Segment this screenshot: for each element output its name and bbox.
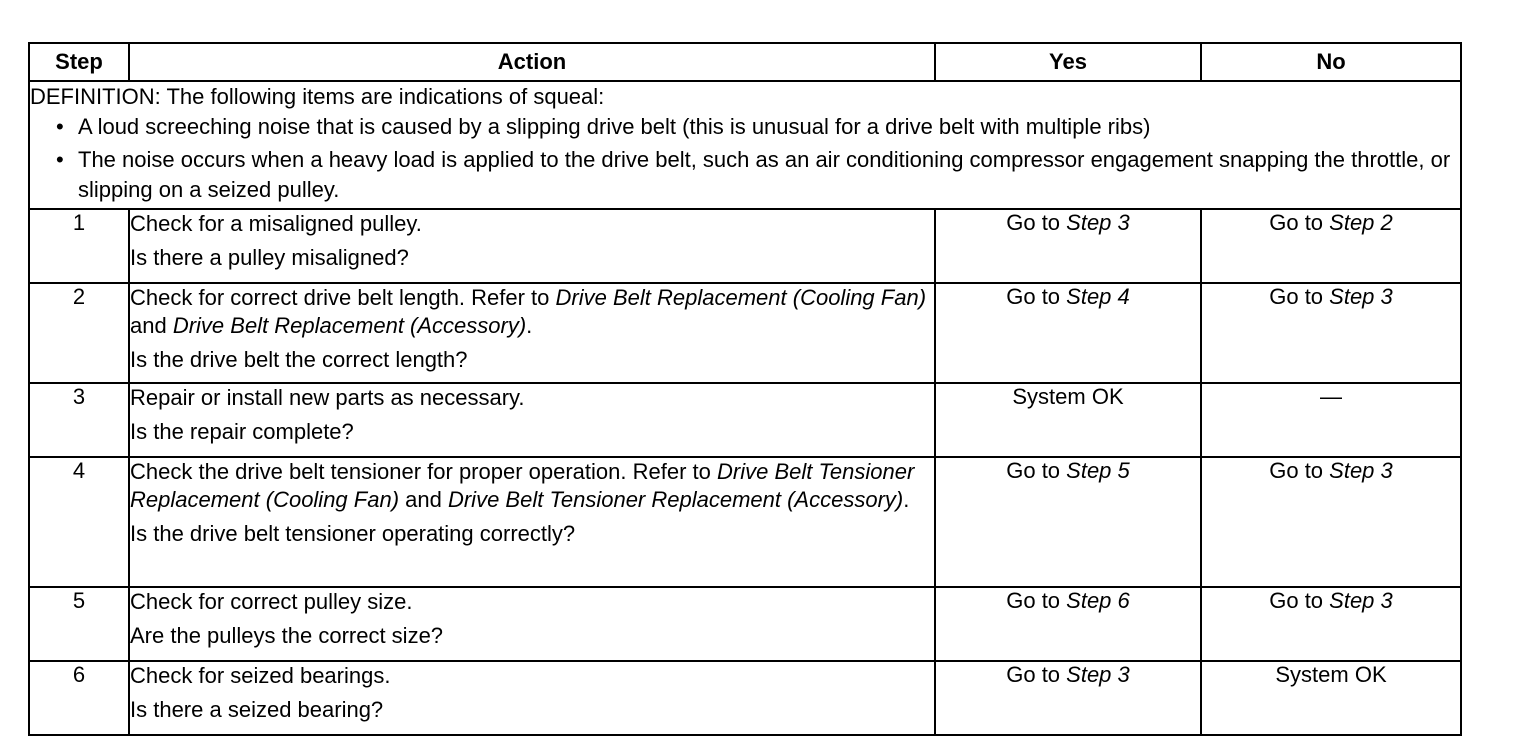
step-number: 2 [29,283,129,383]
no-step-ref: Step 3 [1329,284,1393,309]
action-cell [129,457,935,587]
no-cell [1201,661,1461,735]
action-cell [129,209,935,283]
yes-cell [935,383,1201,457]
yes-step-ref: Step 6 [1066,588,1130,613]
reference-link-text: Drive Belt Replacement (Cooling Fan) [555,285,927,310]
header-step: Step [29,43,129,81]
diagnostic-table [28,42,1462,736]
header-no: No [1201,43,1461,81]
step-number: 1 [29,209,129,283]
no-cell [1201,283,1461,383]
definition-cell [29,81,1461,209]
yes-text: Go to [1006,210,1067,235]
action-cell [129,661,935,735]
yes-text: Go to [1006,458,1067,483]
yes-text: Go to [1006,662,1067,687]
definition-row [29,81,1461,209]
definition-bullet-text: The noise occurs when a heavy load is applied to the drive belt, such as an air conditioning compressor engagement snapping the throttle, or slipping on a seized pulley. [78,147,1451,202]
step-number: 6 [29,661,129,735]
no-text: — [1320,384,1342,409]
yes-step-ref: Step 5 [1066,458,1130,483]
no-step-ref: Step 2 [1329,210,1393,235]
no-text: Go to [1269,210,1330,235]
definition-bullet-text: A loud screeching noise that is caused by a slipping drive belt (this is unusual for a drive belt with multiple ribs) [78,114,1151,139]
yes-cell [935,209,1201,283]
header-action: Action [129,43,935,81]
action-cell [129,283,935,383]
instruction-text: and [399,487,448,512]
definition-bullet [56,145,1460,205]
instruction-text: Check for a misaligned pulley. [130,211,422,236]
action-question: Is there a seized bearing? [130,697,384,722]
no-cell [1201,587,1461,661]
action-instruction [130,384,934,412]
step-number: 4 [29,457,129,587]
yes-step-ref: Step 3 [1066,210,1130,235]
action-instruction [130,662,934,690]
action-question: Is there a pulley misaligned? [130,245,409,270]
action-cell [129,587,935,661]
action-instruction [130,210,934,238]
reference-link-text: Drive Belt Tensioner Replacement (Accessory) [447,487,904,512]
yes-text: System OK [1012,384,1124,409]
instruction-text: . [903,487,910,512]
step-number: 5 [29,587,129,661]
instruction-text: Check for correct drive belt length. Refer to [130,285,556,310]
no-text: Go to [1269,284,1330,309]
action-instruction [130,588,934,616]
step-row [29,209,1461,283]
action-question: Is the drive belt tensioner operating correctly? [130,521,576,546]
definition-list [30,112,1460,205]
yes-cell [935,457,1201,587]
step-row [29,587,1461,661]
step-row [29,283,1461,383]
no-step-ref: Step 3 [1329,588,1393,613]
action-question: Are the pulleys the correct size? [130,623,444,648]
no-text: Go to [1269,588,1330,613]
no-cell [1201,457,1461,587]
no-step-ref: Step 3 [1329,458,1393,483]
no-cell [1201,383,1461,457]
instruction-text: Repair or install new parts as necessary. [130,385,525,410]
no-cell [1201,209,1461,283]
definition-intro: DEFINITION: The following items are indications of squeal: [30,84,605,109]
action-question: Is the repair complete? [130,419,354,444]
action-cell [129,383,935,457]
yes-cell [935,587,1201,661]
instruction-text: . [526,313,533,338]
yes-text: Go to [1006,588,1067,613]
step-row [29,457,1461,587]
header-row [29,43,1461,81]
header-yes: Yes [935,43,1201,81]
instruction-text: and [130,313,173,338]
steps-body [29,209,1461,735]
reference-link-text: Drive Belt Replacement (Accessory) [172,313,527,338]
yes-text: Go to [1006,284,1067,309]
instruction-text: Check the drive belt tensioner for proper operation. Refer to [130,459,717,484]
step-row [29,383,1461,457]
step-row [29,661,1461,735]
step-number: 3 [29,383,129,457]
no-text: Go to [1269,458,1330,483]
action-question: Is the drive belt the correct length? [130,347,468,372]
action-instruction [130,284,934,340]
reference-link-text: Drive Belt Tensioner Replacement (Cooling Fan) [130,459,915,512]
instruction-text: Check for correct pulley size. [130,589,413,614]
yes-cell [935,661,1201,735]
yes-step-ref: Step 3 [1066,662,1130,687]
definition-bullet [56,112,1460,142]
instruction-text: Check for seized bearings. [130,663,391,688]
yes-cell [935,283,1201,383]
yes-step-ref: Step 4 [1066,284,1130,309]
action-instruction [130,458,934,514]
no-text: System OK [1275,662,1387,687]
